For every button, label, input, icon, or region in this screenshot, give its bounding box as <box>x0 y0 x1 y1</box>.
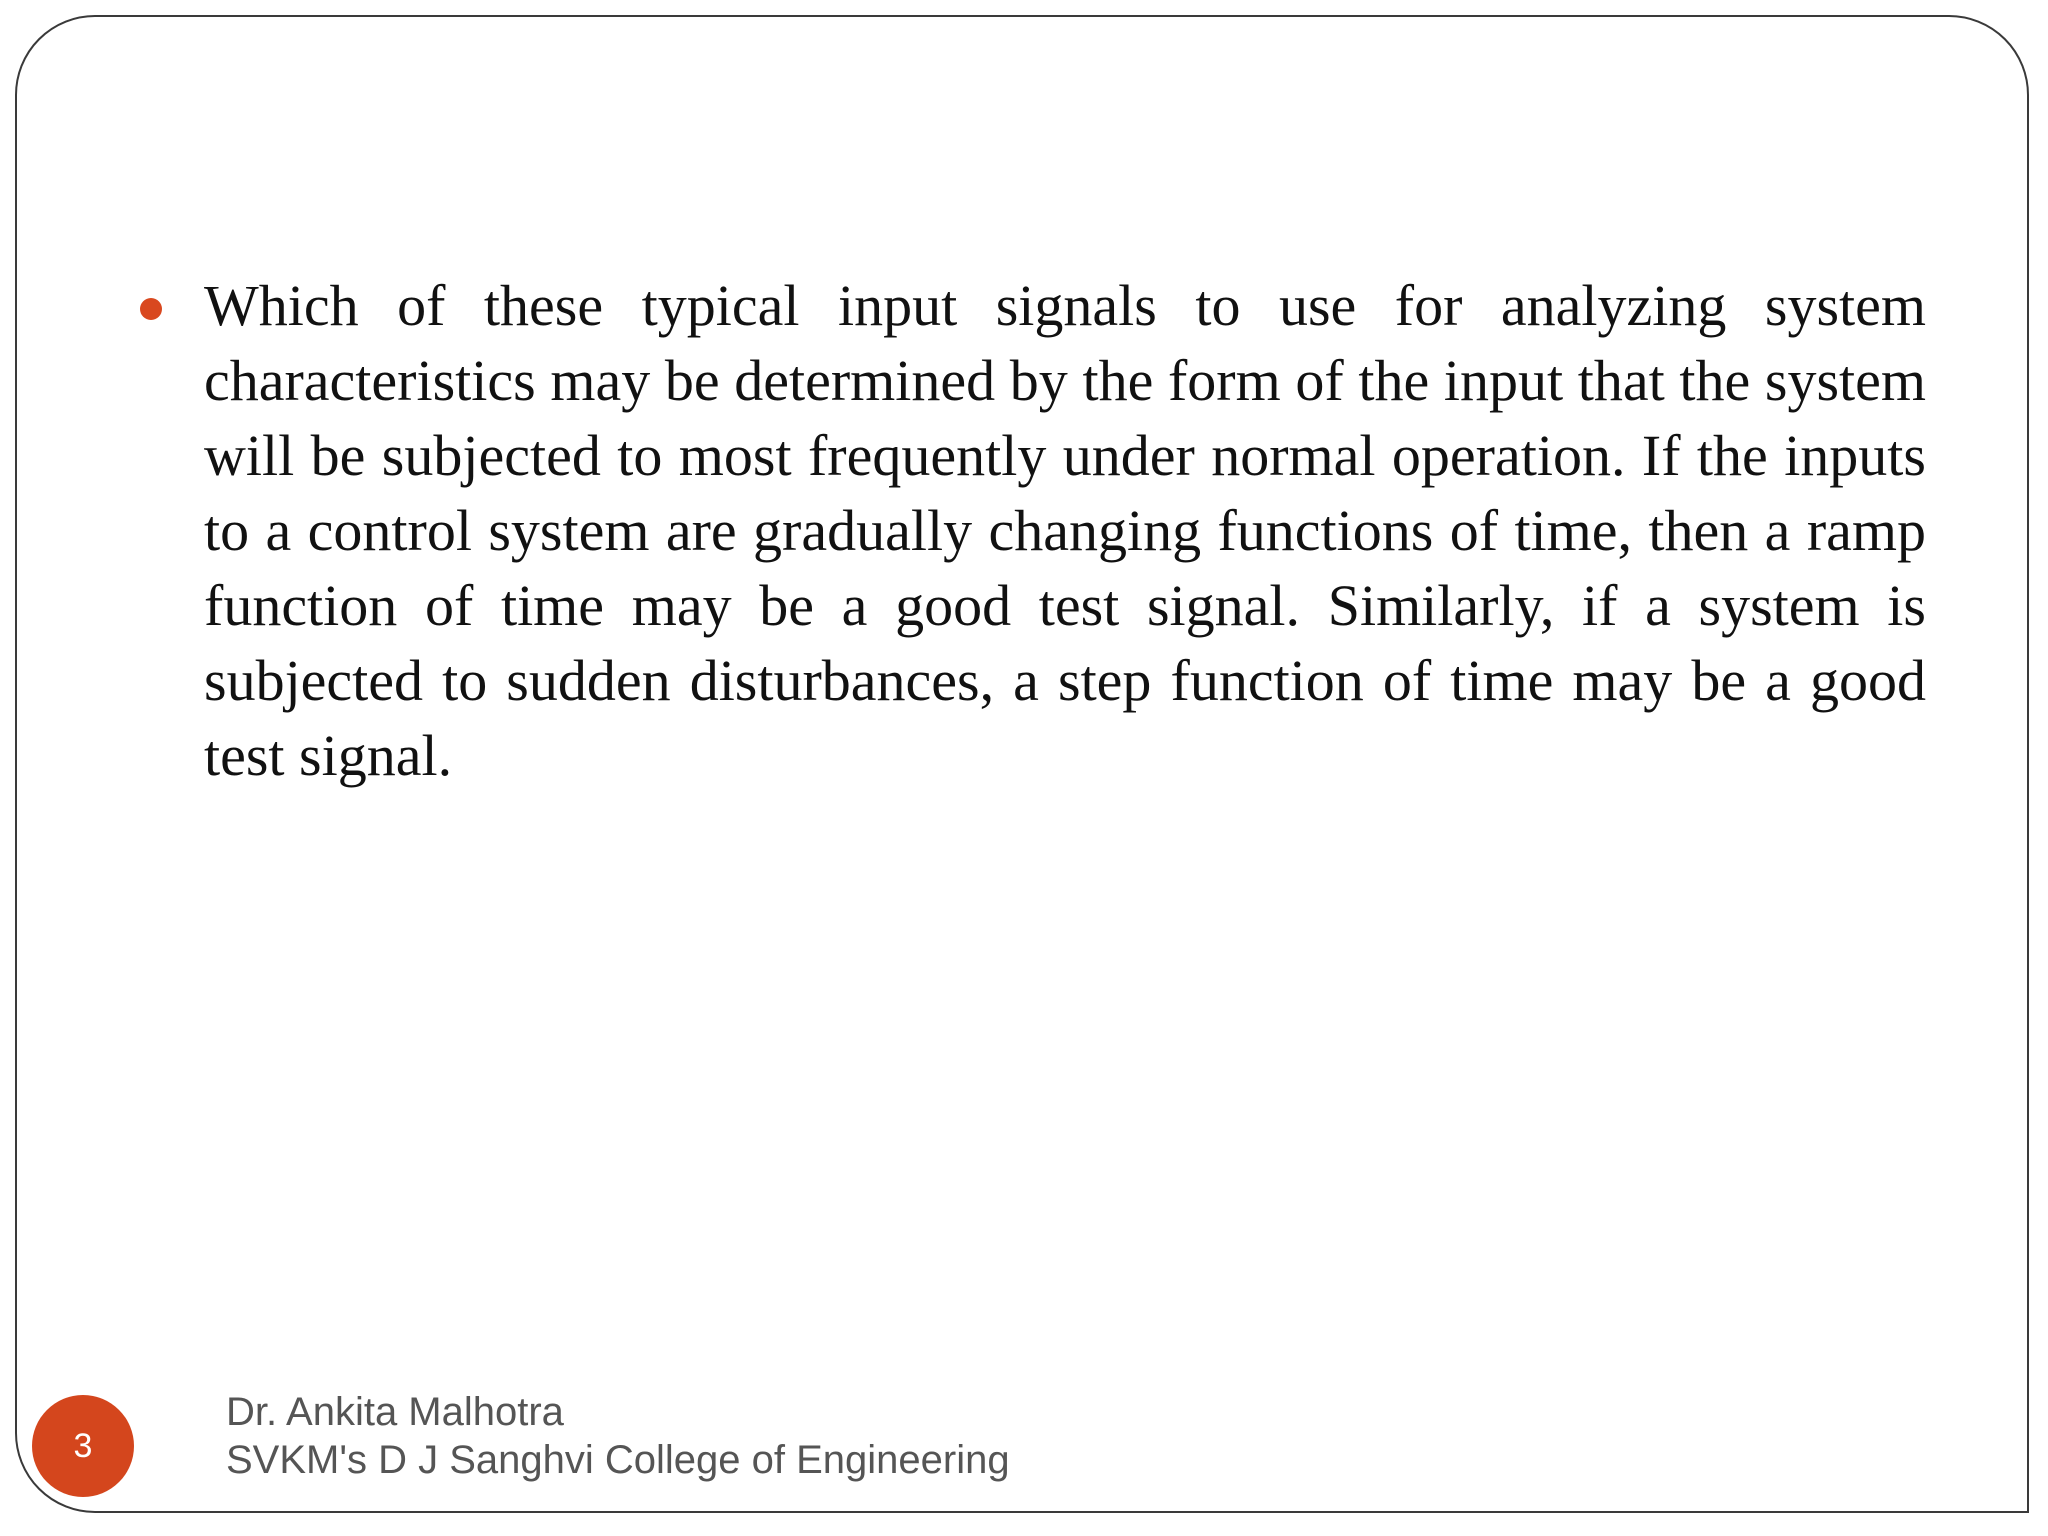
footer-author: Dr. Ankita Malhotra <box>226 1390 564 1434</box>
footer <box>226 1388 1010 1484</box>
bullet-text: Which of these typical input signals to use for analyzing system characteristics may be determined by the form of the input that the system will be subjected to most frequently under normal operation. If the inputs to a control system are gradually changing functions of time, then a ramp function of time may be a good test signal. Similarly, if a system is subjected to sudden disturbances, a step function of time may be a good test signal. <box>204 273 1926 788</box>
bullet-list <box>140 268 1926 793</box>
bullet-dot-icon <box>140 298 162 320</box>
bullet-item <box>140 268 1926 793</box>
page-number-badge: 3 <box>32 1395 134 1497</box>
footer-institution: SVKM's D J Sanghvi College of Engineering <box>226 1438 1010 1482</box>
